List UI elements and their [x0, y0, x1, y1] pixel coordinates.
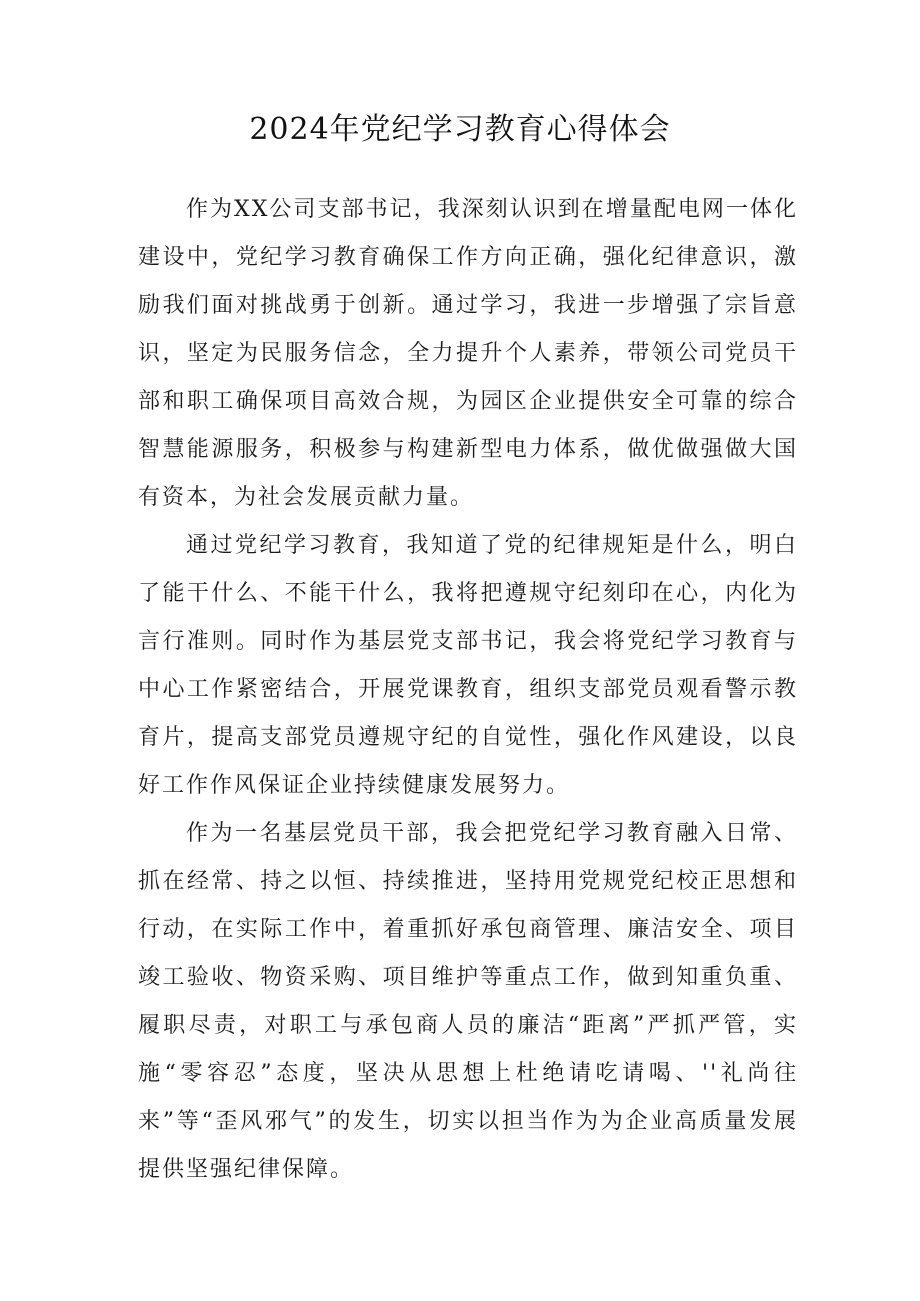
paragraph-1: 作为XX公司支部书记，我深刻认识到在增量配电网一体化建设中，党纪学习教育确保工作方向正确，强化纪律意识，激励我们面对挑战勇于创新。通过学习，我进一步增强了宗旨意识，坚定为民服务信念，全力提升个人素养，带领公司党员干部和职工确保项目高效合规，为园区企业提供安全可靠的综合智慧能源服务，积极参与构建新型电力体系，做优做强做大国有资本，为社会发展贡献力量。	[138, 197, 798, 510]
document-title: 2024年党纪学习教育心得体会	[249, 112, 671, 147]
paragraph-2: 通过党纪学习教育，我知道了党的纪律规矩是什么，明白了能干什么、不能干什么，我将把遵规守纪刻印在心，内化为言行准则。同时作为基层党支部书记，我会将党纪学习教育与中心工作紧密结合，开展党课教育，组织支部党员观看警示教育片，提高支部党员遵规守纪的自觉性，强化作风建设，以良好工作作风保证企业持续健康发展努力。	[138, 533, 798, 798]
document-body	[138, 186, 798, 1194]
paragraph-3: 作为一名基层党员干部，我会把党纪学习教育融入日常、抓在经常、持之以恒、持续推进，坚持用党规党纪校正思想和行动，在实际工作中，着重抓好承包商管理、廉洁安全、项目竣工验收、物资采购、项目维护等重点工作，做到知重负重、履职尽责，对职工与承包商人员的廉洁“距离”严抓严管，实施“零容忍”态度，坚决从思想上杜绝请吃请喝、''礼尚往来”等“歪风邪气”的发生，切实以担当作为为企业高质量发展提供坚强纪律保障。	[138, 821, 798, 1182]
